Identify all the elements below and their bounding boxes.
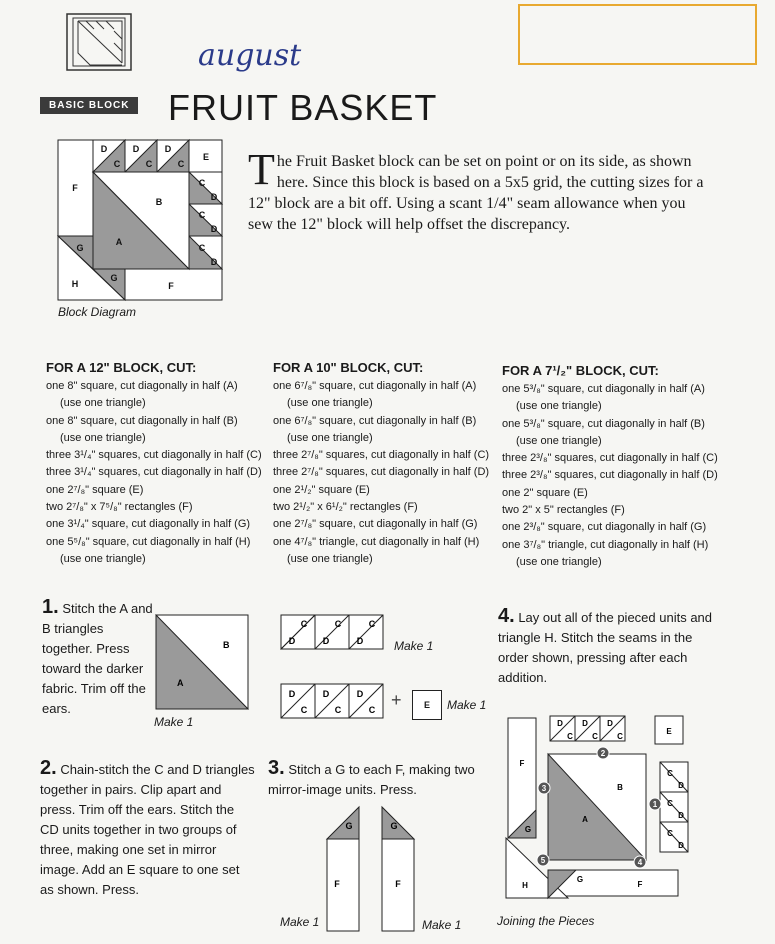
cut-line: two 2⁷/₈" x 7⁵/₈" rectangles (F) bbox=[46, 501, 193, 514]
order-number: 3 bbox=[541, 784, 547, 793]
step-number: 3. bbox=[268, 757, 285, 779]
join-label-d: D bbox=[557, 719, 563, 728]
step-1 bbox=[42, 597, 154, 719]
diagram-label-c1: C bbox=[113, 159, 121, 169]
cut-line: one 6⁷/₈" square, cut diagonally in half (B) bbox=[273, 414, 477, 427]
step2-label-d: D bbox=[356, 636, 364, 646]
step2-label-c: C bbox=[334, 705, 342, 715]
step2-label-c: C bbox=[300, 705, 308, 715]
section-badge: BASIC BLOCK bbox=[40, 97, 138, 114]
joining-diagram bbox=[500, 712, 700, 908]
block-diagram bbox=[57, 139, 223, 301]
cut-line: (use one triangle) bbox=[516, 400, 602, 413]
intro-text: he Fruit Basket block can be set on point or on its side, as shown here. Since this block is based on a 5x5 grid, the cutting sizes for a 12" block are a bit off. Using a scant 1/4" seam allowance when you sew the 12" block will help offset the discrepancy. bbox=[248, 153, 704, 233]
diagram-label-h: H bbox=[71, 279, 79, 289]
join-label-f: F bbox=[637, 880, 643, 889]
cut-line: one 4⁷/₈" triangle, cut diagonally in half (H) bbox=[273, 535, 480, 548]
join-label-f: F bbox=[519, 759, 525, 768]
diagram-label-d3: D bbox=[164, 144, 172, 154]
cut-line: one 2⁷/₈" square (E) bbox=[46, 483, 144, 496]
cut-line: three 3¹/₄" squares, cut diagonally in half (C) bbox=[46, 449, 262, 462]
step2-label-d: D bbox=[322, 636, 330, 646]
diagram-label-e: E bbox=[202, 152, 210, 162]
step2-label-d: D bbox=[356, 689, 364, 699]
cut-line: (use one triangle) bbox=[287, 397, 373, 410]
cut-line: two 2" x 5" rectangles (F) bbox=[502, 504, 625, 517]
step2-label-c: C bbox=[368, 619, 376, 629]
step-2 bbox=[40, 758, 255, 900]
cut-line: one 5³/₈" square, cut diagonally in half (B) bbox=[502, 417, 705, 430]
step-text: Lay out all of the pieced units and triangle H. Stitch the seams in the order shown, pressing after each addition. bbox=[498, 610, 713, 685]
join-label-c: C bbox=[667, 769, 673, 778]
step2-label-c: C bbox=[368, 705, 376, 715]
join-label-c: C bbox=[592, 732, 598, 741]
diagram-label-d2: D bbox=[132, 144, 140, 154]
join-label-d: D bbox=[607, 719, 613, 728]
diagram-label-g2: G bbox=[110, 273, 118, 283]
step1-ab-unit bbox=[155, 614, 249, 710]
diagram-label-c4: C bbox=[198, 178, 206, 188]
diagram-label-d6: D bbox=[210, 257, 218, 267]
diagram-label-g1: G bbox=[76, 243, 84, 253]
cut-column-12 bbox=[46, 360, 266, 568]
highlight-box bbox=[518, 4, 757, 65]
diagram-label-f1: F bbox=[72, 183, 78, 193]
cut-line: three 2³/₈" squares, cut diagonally in half (D) bbox=[502, 469, 718, 482]
join-label-d: D bbox=[678, 841, 684, 850]
cut-line: three 2⁷/₈" squares, cut diagonally in half (D) bbox=[273, 466, 490, 479]
step2-make-1: Make 1 bbox=[394, 639, 434, 653]
cut-list bbox=[502, 381, 732, 571]
cut-line: (use one triangle) bbox=[60, 552, 146, 565]
step-number: 4. bbox=[498, 605, 515, 627]
cut-line: (use one triangle) bbox=[516, 555, 602, 568]
cut-line: (use one triangle) bbox=[287, 431, 373, 444]
cut-line: one 2³/₈" square, cut diagonally in half (G) bbox=[502, 521, 707, 534]
diagram-label-c5: C bbox=[198, 210, 206, 220]
cut-line: one 2¹/₂" square (E) bbox=[273, 483, 370, 496]
cut-line: one 8" square, cut diagonally in half (A) bbox=[46, 380, 238, 392]
cut-line: three 2³/₈" squares, cut diagonally in half (C) bbox=[502, 452, 718, 465]
cut-heading: FOR A 10" BLOCK, CUT: bbox=[273, 360, 424, 375]
step2-label-d: D bbox=[322, 689, 330, 699]
join-label-c: C bbox=[667, 829, 673, 838]
step3-label-g: G bbox=[390, 821, 398, 831]
diagram-label-c6: C bbox=[198, 243, 206, 253]
cut-list bbox=[46, 378, 266, 568]
order-number: 4 bbox=[637, 858, 643, 867]
intro-dropcap: T bbox=[248, 145, 275, 194]
diagram-label-f2: F bbox=[168, 281, 174, 291]
cut-line: two 2¹/₂" x 6¹/₂" rectangles (F) bbox=[273, 501, 418, 514]
step-number: 2. bbox=[40, 757, 57, 779]
order-number: 2 bbox=[600, 749, 606, 758]
step1-label-b: B bbox=[223, 640, 230, 650]
step2-make-2: Make 1 bbox=[447, 698, 487, 712]
step2-e-square: E bbox=[412, 690, 442, 720]
step2-cd-row-bottom bbox=[280, 683, 385, 719]
page-title: FRUIT BASKET bbox=[168, 87, 438, 128]
cut-line: one 2⁷/₈" square, cut diagonally in half (G) bbox=[273, 518, 478, 531]
diagram-label-b: B bbox=[155, 197, 163, 207]
step-text: Stitch a G to each F, making two mirror-image units. Press. bbox=[268, 762, 475, 797]
diagram-label-d1: D bbox=[100, 144, 108, 154]
step3-gf-units bbox=[322, 805, 422, 933]
cut-line: (use one triangle) bbox=[516, 434, 602, 447]
join-label-g: G bbox=[524, 825, 532, 834]
plus-sign: + bbox=[391, 690, 402, 710]
step3-label-f: F bbox=[395, 879, 401, 889]
cut-heading: FOR A 12" BLOCK, CUT: bbox=[46, 360, 197, 375]
step3-label-f: F bbox=[334, 879, 340, 889]
step1-make: Make 1 bbox=[154, 715, 194, 729]
diagram-label-d5: D bbox=[210, 224, 218, 234]
cut-line: one 3⁷/₈" triangle, cut diagonally in half (H) bbox=[502, 538, 709, 551]
cut-line: one 6⁷/₈" square, cut diagonally in half (A) bbox=[273, 380, 477, 392]
step-4 bbox=[498, 606, 713, 688]
order-number: 1 bbox=[652, 800, 658, 809]
cut-line: one 3¹/₄" square, cut diagonally in half (G) bbox=[46, 518, 251, 531]
step3-make-2: Make 1 bbox=[422, 918, 462, 932]
join-label-h: H bbox=[522, 881, 528, 890]
step2-cd-row-top bbox=[280, 614, 385, 650]
joining-caption: Joining the Pieces bbox=[497, 914, 595, 928]
join-label-c: C bbox=[667, 799, 673, 808]
cut-line: (use one triangle) bbox=[60, 397, 146, 410]
join-label-d: D bbox=[678, 781, 684, 790]
join-label-c: C bbox=[567, 732, 573, 741]
join-label-d: D bbox=[582, 719, 588, 728]
diagram-label-c3: C bbox=[177, 159, 185, 169]
step2-label-d: D bbox=[288, 636, 296, 646]
cut-line: one 2" square (E) bbox=[502, 486, 588, 499]
cut-line: three 2⁷/₈" squares, cut diagonally in half (C) bbox=[273, 449, 490, 462]
step3-label-g: G bbox=[345, 821, 353, 831]
step-text: Chain-stitch the C and D triangles together in pairs. Clip apart and press. Trim off the ears. Stitch the CD units together in two groups of three, making one set in mirror image. Add an E square to one set as shown. Press. bbox=[40, 762, 255, 897]
step-number: 1. bbox=[42, 596, 59, 618]
cut-column-10 bbox=[273, 360, 498, 568]
join-label-a: A bbox=[582, 815, 588, 824]
diagram-label-a: A bbox=[115, 237, 123, 247]
cut-line: (use one triangle) bbox=[287, 552, 373, 565]
block-thumbnail-icon bbox=[66, 13, 132, 71]
cut-line: one 8" square, cut diagonally in half (B) bbox=[46, 414, 238, 427]
step-3 bbox=[268, 758, 483, 800]
cut-line: one 5³/₈" square, cut diagonally in half (A) bbox=[502, 383, 705, 395]
diagram-label-c2: C bbox=[145, 159, 153, 169]
cut-line: three 3¹/₄" squares, cut diagonally in half (D) bbox=[46, 466, 262, 479]
join-label-e: E bbox=[666, 727, 672, 736]
cut-heading: FOR A 7¹/₂" BLOCK, CUT: bbox=[502, 363, 659, 378]
cut-line: one 5⁵/₈" square, cut diagonally in half (H) bbox=[46, 535, 251, 548]
diagram-caption: Block Diagram bbox=[58, 305, 137, 319]
cut-column-7-5 bbox=[502, 363, 732, 571]
step2-label-c: C bbox=[334, 619, 342, 629]
step-text: Stitch the A and B triangles together. Press toward the darker fabric. Trim off the ears. bbox=[42, 601, 153, 716]
step1-label-a: A bbox=[177, 678, 184, 688]
join-label-d: D bbox=[678, 811, 684, 820]
join-label-c: C bbox=[617, 732, 623, 741]
join-label-g: G bbox=[576, 875, 584, 884]
intro-paragraph bbox=[248, 145, 708, 235]
order-number: 5 bbox=[540, 856, 546, 865]
cut-line: (use one triangle) bbox=[60, 431, 146, 444]
diagram-label-d4: D bbox=[210, 192, 218, 202]
join-label-b: B bbox=[617, 783, 623, 792]
step2-label-c: C bbox=[300, 619, 308, 629]
cut-list bbox=[273, 378, 498, 568]
step3-make-1: Make 1 bbox=[280, 915, 320, 929]
step2-label-d: D bbox=[288, 689, 296, 699]
handwritten-note: august bbox=[198, 38, 302, 73]
